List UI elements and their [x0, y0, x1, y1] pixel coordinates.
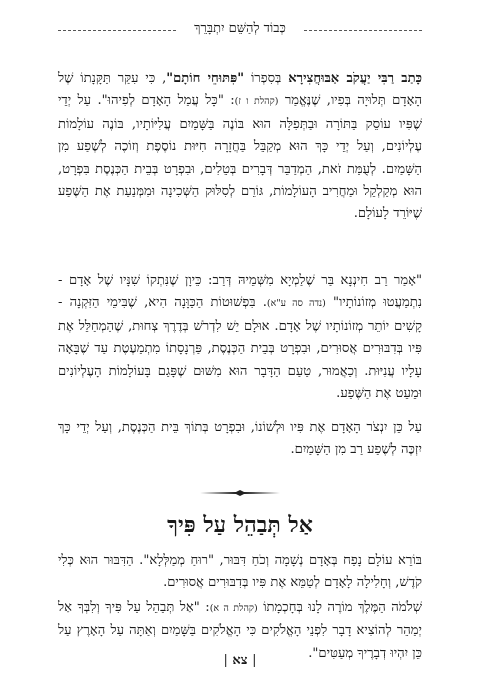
paragraph-text: : "אַל תְּבַהֵל עַל פִּיךָ וְלִבְּךָ אַל יְמַהֵר לְהוֹצִיא דָבָר לִפְנֵי הָאֱלֹקִים כִּי הָאֱלֹקִים בַּשָּׁמַיִם וְאַתָּה עַל הָאָרֶץ עַל כֵּן יִהְיוּ דְבָרֶיךָ מְעַטִּים". [58, 600, 422, 661]
header-dash-left [58, 30, 176, 31]
page-footer [0, 652, 480, 668]
footer-bar-left: | [223, 653, 228, 668]
source-reference: (קהלת ו ז) [234, 96, 279, 108]
running-header [58, 20, 422, 38]
paragraph-text: "אָמַר רַב חִינְנָא בַּר שֶׁלַמְיָא מִשְּׁמֵיהּ דְּרַב: כֵּיוָן שֶׁנִּתְקוֹ שִׁנָּיו שֶׁל אָדָם - נִתְמַעֲטוּ מְזוֹנוֹתָיו" [58, 273, 423, 311]
paragraph-text: בּוֹרֵא עוֹלָם נָפַח בְּאָדָם נְשָׁמָה וְכֹחַ דִּבּוּר, "רוּחַ מְמַלְּלָא". הַדִּבּוּר הוּא כְּלִי קֹדֶשׁ, וְחָלִילָה לָאָדָם לְטַמֵּא אֶת פִּיו בְּדִבּוּרִים אֲסוּרִים. [58, 553, 422, 591]
paragraph-3 [58, 417, 422, 462]
paragraph-text: עַל כֵּן יִנְצֹר הָאָדָם אֶת פִּיו וּלְשׁוֹנוֹ, וּבִפְרָט בְּתוֹךְ בֵּית הַכְּנֶסֶת, וְעַל יְדֵי כָּךְ יִזְכֶּה לְשֶׁפַע רַב מִן הַשָּׁמַיִם. [58, 420, 422, 458]
header-title: כְּבוֹד לְהַשֵּׁם יִתְבָּרֵךְ [194, 21, 286, 36]
page-number: צא [232, 653, 248, 668]
paragraph-text: , כִּי עִקַּר תַּקָּנָתוֹ שֶׁל הָאָדָם תְּלוּיָה בְּפִיו, שֶׁנֶּאֱמַר [58, 71, 422, 109]
source-reference: (נדה סה ע"א) [266, 298, 326, 310]
section-title: אַל תְּבַהֵל עַל פִּיךָ [167, 512, 313, 538]
footer-bar-right: | [252, 653, 257, 668]
section-paragraph-1 [58, 550, 422, 595]
paragraph-2 [58, 270, 422, 405]
paragraph-opening-words: כָּתַב רַבִּי יַעֲקֹב אַבּוּחֲצִירָא [288, 71, 422, 86]
paragraph-text: : "כָּל עֲמַל הָאָדָם לְפִיהוּ". עַל יְדֵי שֶׁפִּיו עוֹסֵק בַּתּוֹרָה וּבַתְּפִלָּה הוּא בּוֹנֶה בַּשָּׁמַיִם עֲלִיּוֹתָיו, בּוֹנֶה עוֹלָמוֹת עֶלְיוֹנִים, וְעַל יְדֵי כָּךְ הוּא מְקַבֵּל בַּחֲזָרָה חִיּוּת נוֹסֶפֶת וְזוֹכֶה לְשֶׁפַע מִן הַשָּׁמַיִם. לְעֻמַּת זֹאת, הַמְדַבֵּר דְּבָרִים בְּטֵלִים, וּבִפְרָט בְּבֵית הַכְּנֶסֶת בִּפְרָט, הוּא מְקַלְקֵל וּמַחֲרִיב הָעוֹלָמוֹת, גּוֹרֵם לְסִלּוּק הַשְּׁכִינָה וּמִמְּנַעַת אֶת הַשֶּׁפַע שֶׁיּוֹרֵד לָעוֹלָם. [58, 93, 422, 222]
bold-text: "פִּתּוּחֵי חוֹתָם" [166, 71, 245, 86]
paragraph-text: בְּסִפְרוֹ [244, 71, 289, 86]
paragraph-1 [58, 68, 422, 226]
section-divider-ornament [200, 490, 280, 496]
paragraph-text: שְׁלֹמֹה הַמֶּלֶךְ מוֹרֶה לָנוּ בְּחָכְמָתוֹ [257, 600, 422, 615]
paragraph-text: . בִּפְשׁוּטוֹת הַכַּוָּנָה הִיא, שֶׁבִּימֵי הַזִּקְנָה - קָשִׁים יוֹתֵר מְזוֹנוֹתָיו שֶׁל אָדָם. אוּלָם יֵשׁ לִדְרֹשׁ בְּדֶרֶךְ צְחוּת, שֶׁהַמְחַלֵּל אֶת פִּיו בְּדִבּוּרִים אֲסוּרִים, וּבִפְרָט בְּבֵית הַכְּנֶסֶת, פַּרְנָסָתוֹ מִתְמַעֶטֶת עַד שֶׁבָּאָה עָלָיו עֲנִיּוּת. וְכַאֲמוּר, טַעַם הַדָּבָר הוּא מִשּׁוּם שֶׁפָּגַם בָּעוֹלָמוֹת הָעֶלְיוֹנִים וּמֵעֵט אֶת הַשֶּׁפַע. [58, 295, 422, 402]
source-reference: (קהלת ה א) [209, 603, 258, 614]
